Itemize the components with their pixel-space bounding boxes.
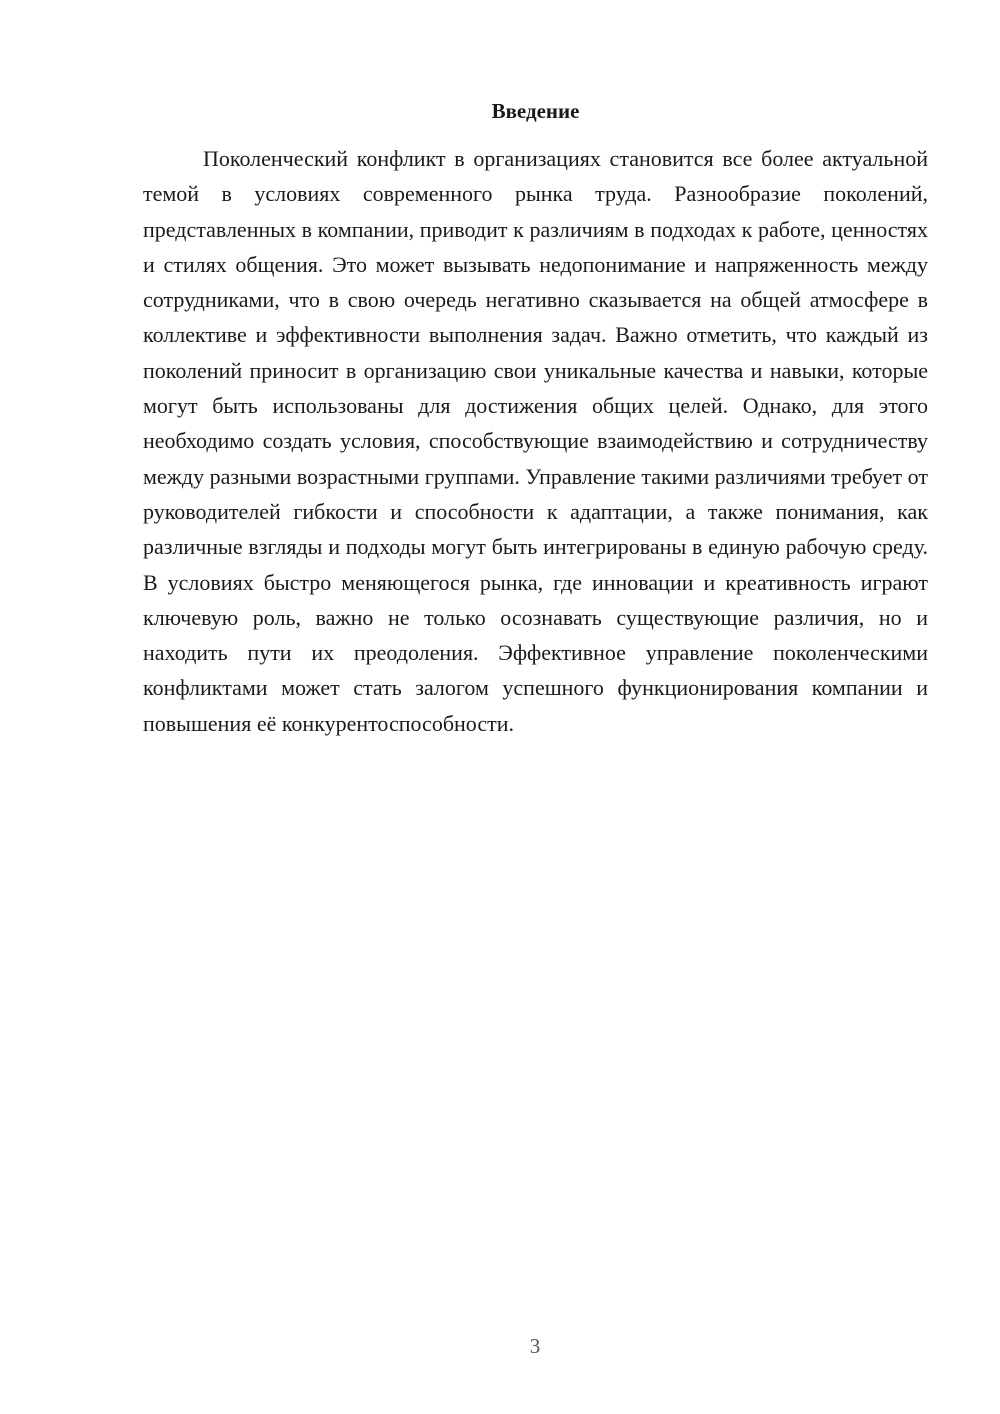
- section-heading: Введение: [491, 99, 580, 123]
- body-paragraph: Поколенческий конфликт в организациях становится все более актуальной темой в условиях современного рынка труда. Разнообразие поколений, представленных в компании, приводит к различиям в подходах к работе, ценностях и стилях общения. Это может вызывать недопонимание и напряженность между сотрудниками, что в свою очередь негативно сказывается на общей атмосфере в коллективе и эффективности выполнения задач. Важно отметить, что каждый из поколений приносит в организацию свои уникальные качества и навыки, которые могут быть использованы для достижения общих целей. Однако, для этого необходимо создать условия, способствующие взаимодействию и сотрудничеству между разными возрастными группами. Управление такими различиями требует от руководителей гибкости и способности к адаптации, а также понимания, как различные взгляды и подходы могут быть интегрированы в единую рабочую среду. В условиях быстро меняющегося рынка, где инновации и креативность играют ключевую роль, важно не только осознавать существующие различия, но и находить пути их преодоления. Эффективное управление поколенческими конфликтами может стать залогом успешного функционирования компании и повышения её конкурентоспособности.: [143, 146, 928, 736]
- page-number: 3: [529, 1334, 541, 1358]
